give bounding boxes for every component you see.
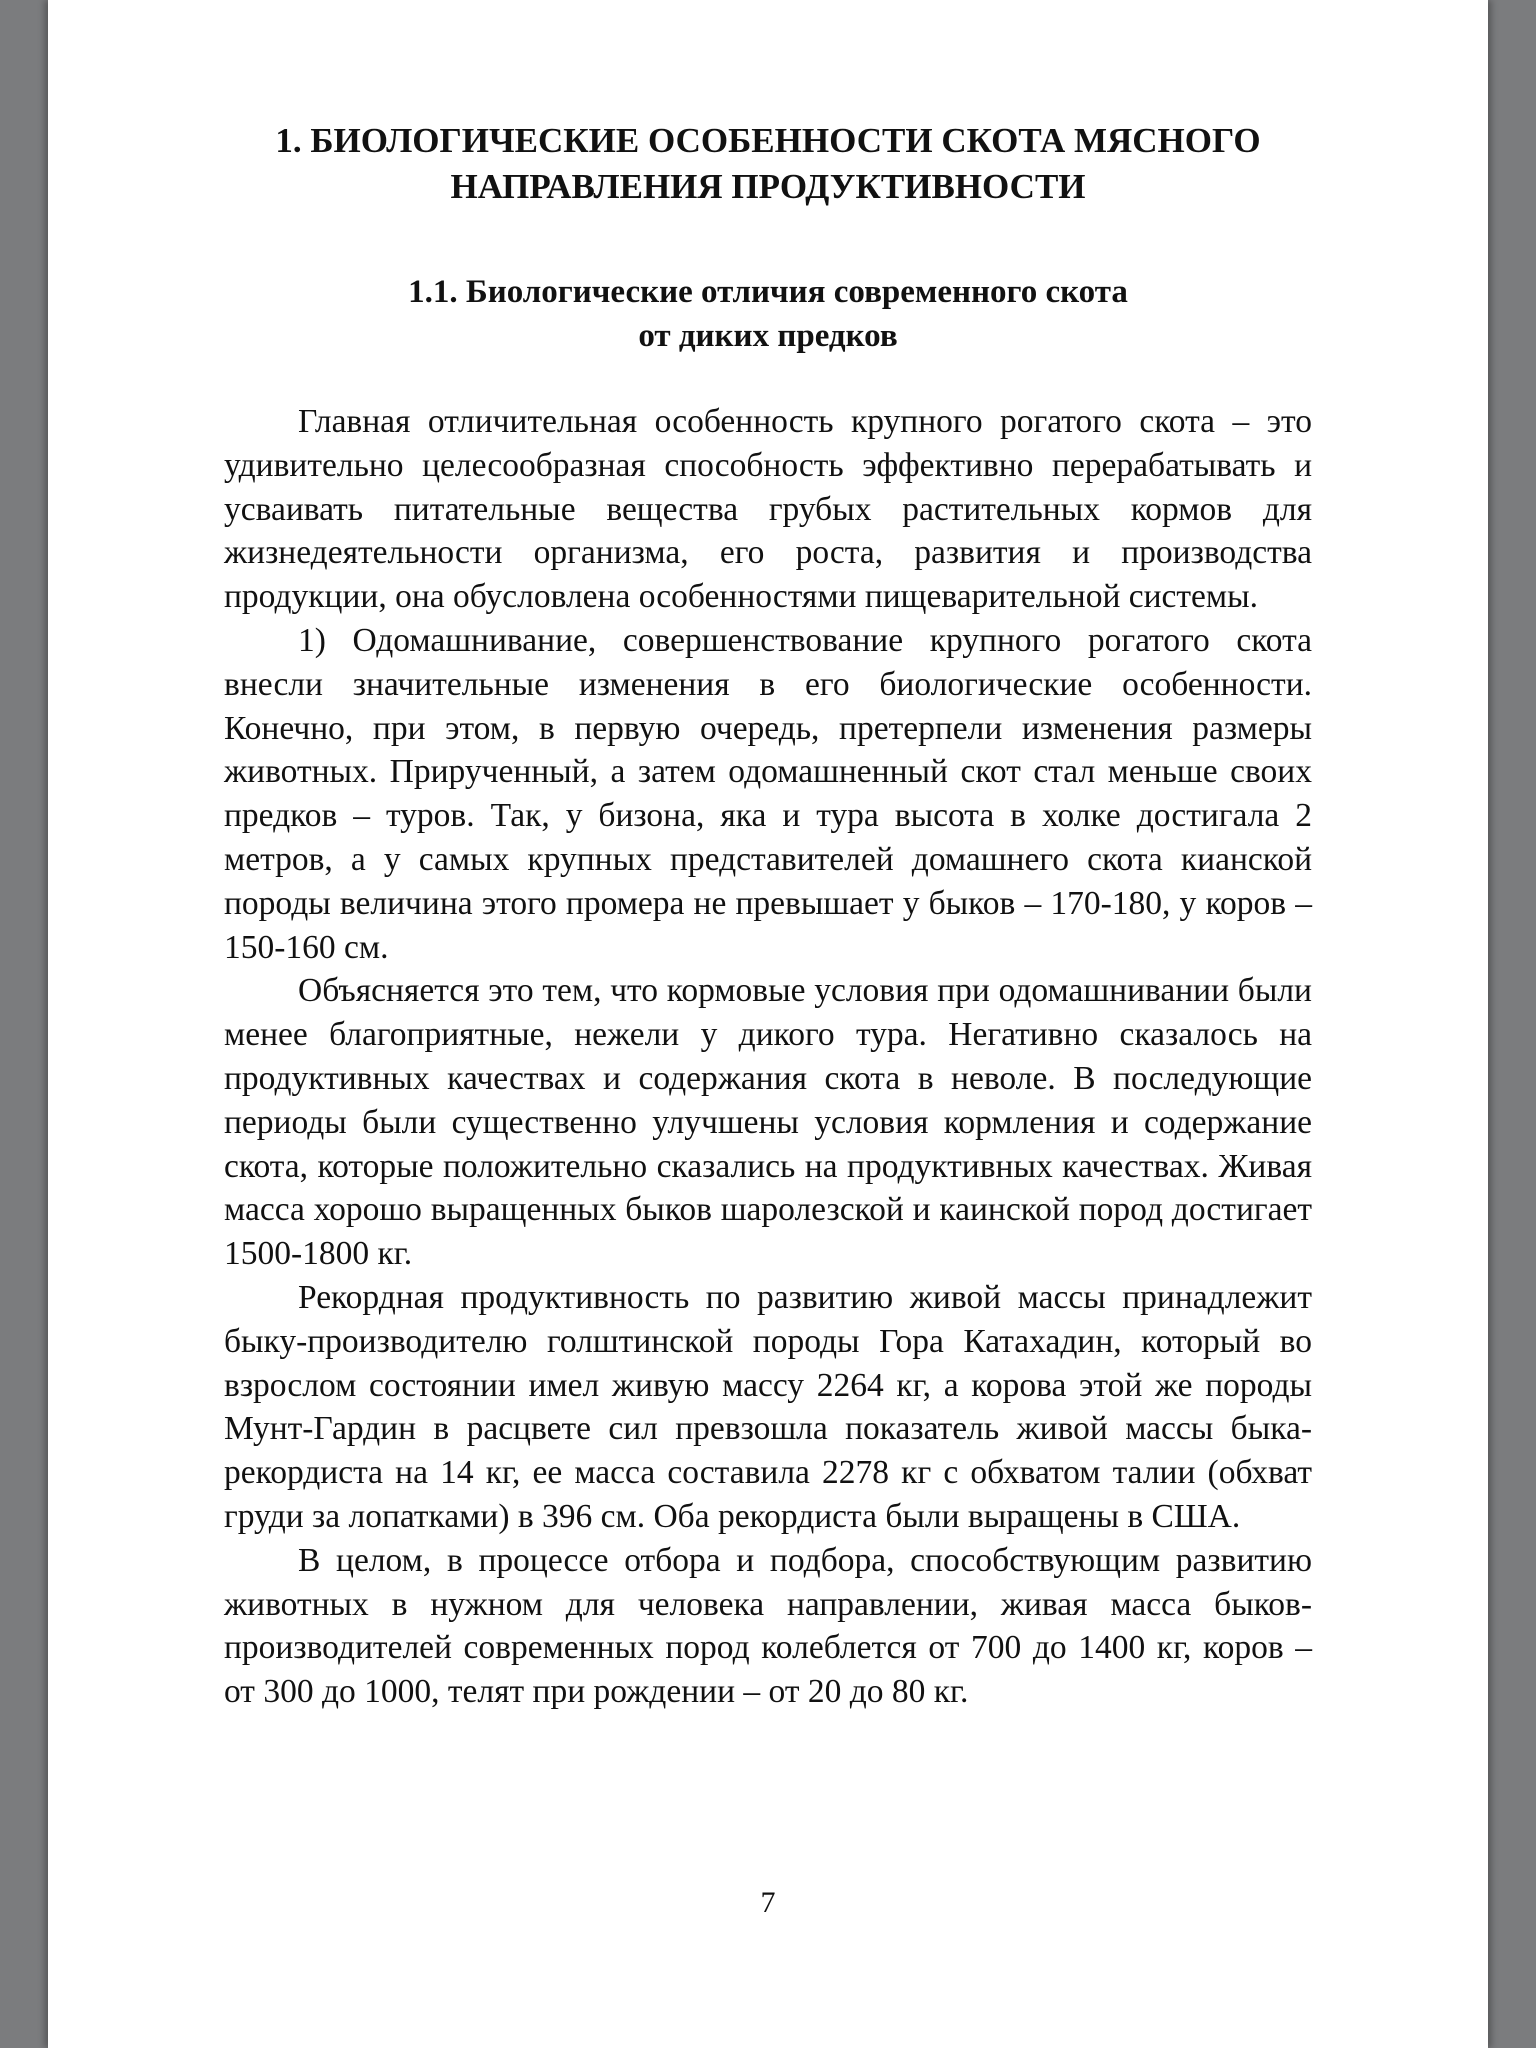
document-page xyxy=(48,0,1488,2048)
paragraph: В целом, в процессе отбора и подбора, способствующим развитию животных в нужном для человека направлении, живая масса быков-производителей современных пород колеблется от 700 до 1400 кг, коров – от 300 до 1000, телят при рождении – от 20 до 80 кг. xyxy=(224,1541,1312,1711)
page-content xyxy=(224,118,1312,1714)
paragraph: 1) Одомашнивание, совершенствование крупного рогатого скота внесли значительные изменения в его биологические особенности. Конечно, при этом, в первую очередь, претерпели изменения размеры животных. Прирученный, а затем одомашненный скот стал меньше своих предков – туров. Так, у бизона, яка и тура высота в холке достигала 2 метров, а у самых крупных представителей домашнего скота кианской породы величина этого промера не превышает у быков – 170-180, у коров – 150-160 см. xyxy=(224,621,1312,966)
paragraph: Рекордная продуктивность по развитию живой массы принадлежит быку-производителю голштинской породы Гора Катахадин, который во взрослом состоянии имел живую массу 2264 кг, а корова этой же породы Мунт-Гардин в расцвете сил превзошла показатель живой массы быка-рекордиста на 14 кг, ее масса составила 2278 кг с обхватом талии (обхват груди за лопатками) в 396 см. Оба рекордиста были выращены в США. xyxy=(224,1278,1312,1535)
section-title xyxy=(224,270,1312,358)
chapter-title-line: 1. БИОЛОГИЧЕСКИЕ ОСОБЕННОСТИ СКОТА МЯСНОГО xyxy=(275,121,1261,160)
paragraph: Главная отличительная особенность крупного рогатого скота – это удивительно целесообразная способность эффективно перерабатывать и усваивать питательные вещества грубых растительных кормов для жизнедеятельности организма, его роста, развития и производства продукции, она обусловлена особенностями пищеварительной системы. xyxy=(224,403,1312,616)
section-title-line: 1.1. Биологические отличия современного скота xyxy=(408,274,1128,310)
chapter-title xyxy=(224,118,1312,210)
chapter-title-line: НАПРАВЛЕНИЯ ПРОДУКТИВНОСТИ xyxy=(450,167,1086,206)
body-text xyxy=(224,400,1312,1714)
page-number: 7 xyxy=(760,1886,776,1919)
paragraph: Объясняется это тем, что кормовые условия при одомашнивании были менее благоприятные, нежели у дикого тура. Негативно сказалось на продуктивных качествах и содержания скота в неволе. В последующие периоды были существенно улучшены условия кормления и содержание скота, которые положительно сказались на продуктивных качествах. Живая масса хорошо выращенных быков шаролезской и каинской пород достигает 1500-1800 кг. xyxy=(224,972,1312,1273)
section-title-line: от диких предков xyxy=(638,318,898,354)
